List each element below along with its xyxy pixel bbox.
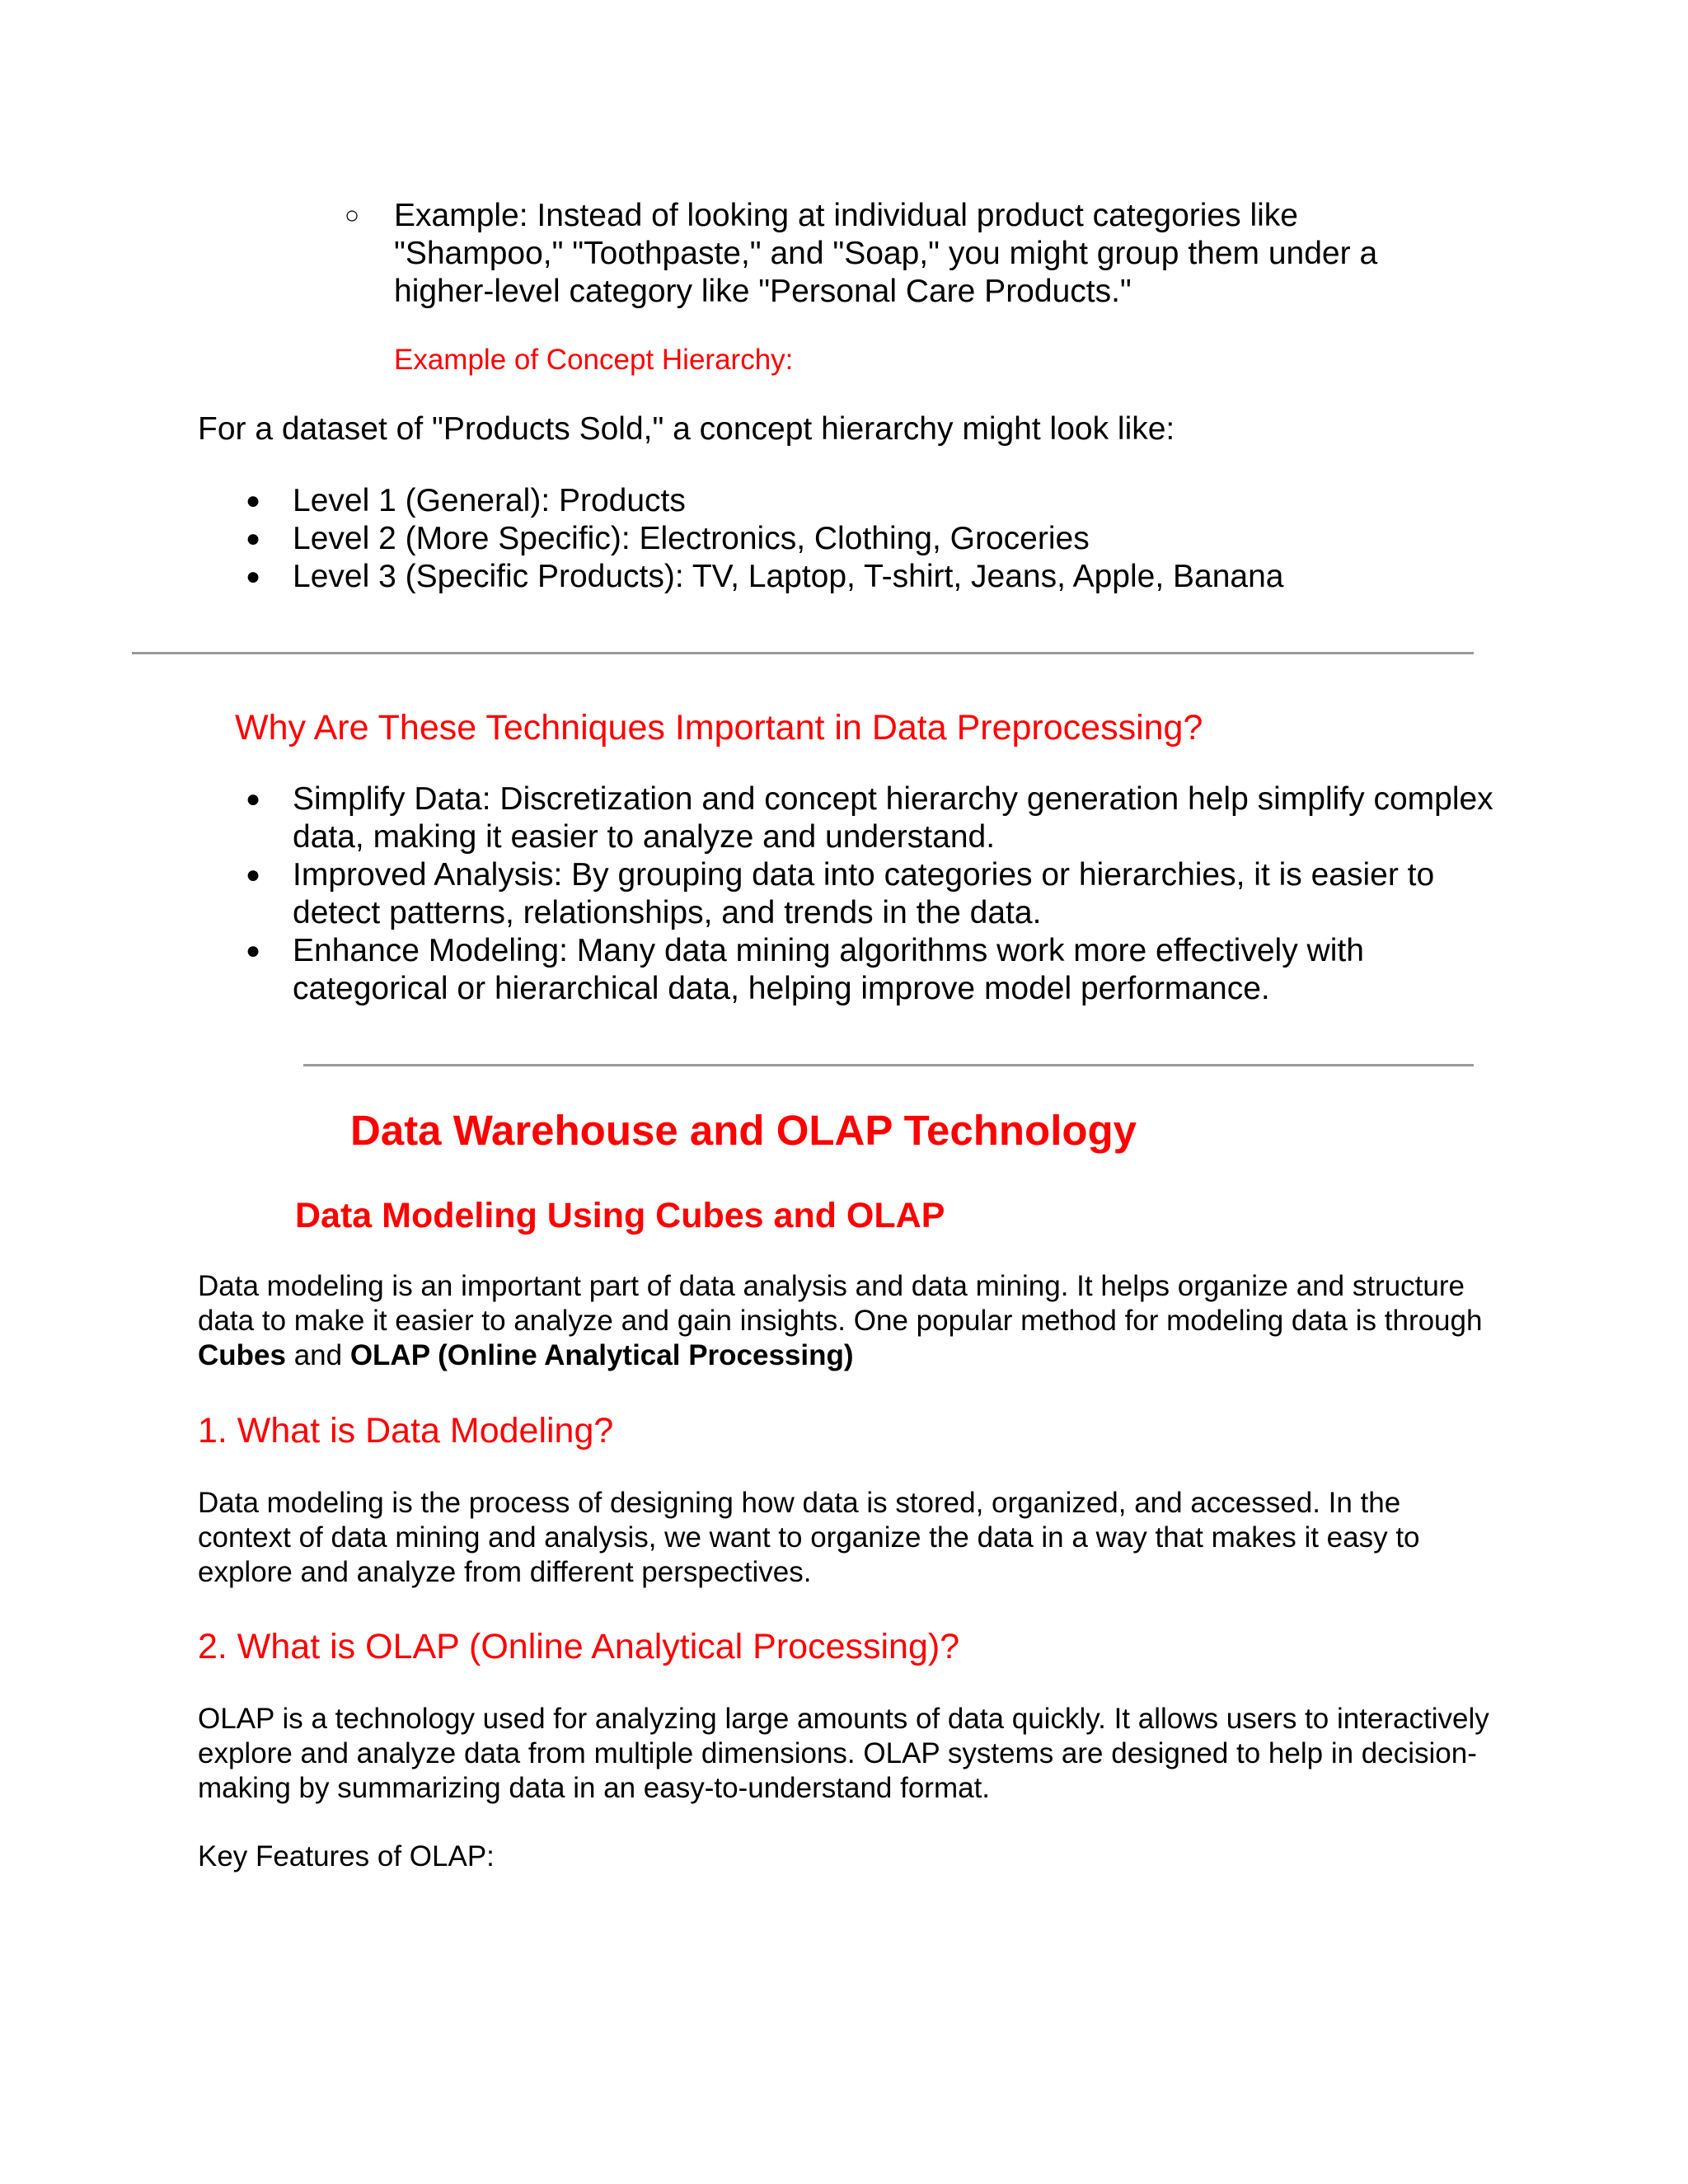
warehouse-intro <box>198 1269 1484 1373</box>
olap-term: OLAP (Online Analytical Processing) <box>349 1339 854 1371</box>
bullet-icon: ● <box>246 563 261 590</box>
hierarchy-item-2: Level 2 (More Specific): Electronics, Clothing, Groceries <box>293 521 1090 556</box>
hierarchy-item-3: Level 3 (Specific Products): TV, Laptop, T-shirt, Jeans, Apple, Banana <box>293 559 1284 594</box>
hierarchy-intro: For a dataset of "Products Sold," a concept hierarchy might look like: <box>198 411 1175 447</box>
why-item-enhance-modeling: Enhance Modeling: Many data mining algorithms work more effectively with categorical or hierarchical data, helping improve model performance. <box>293 933 1364 1006</box>
warehouse-title: Data Warehouse and OLAP Technology <box>350 1107 1137 1154</box>
what-is-olap-text: OLAP is a technology used for analyzing large amounts of data quickly. It allows users to interactively explore and analyze data from multiple dimensions. OLAP systems are designed to help in decision-making by summarizing data in an easy-to-understand format. <box>198 1703 1489 1804</box>
key-features-label: Key Features of OLAP: <box>198 1840 495 1872</box>
why-heading: Why Are These Techniques Important in Data Preprocessing? <box>235 708 1203 748</box>
bullet-icon: ● <box>246 525 261 552</box>
warehouse-intro-text: Data modeling is an important part of data analysis and data mining. It helps organize and structure data to make it easier to analyze and gain insights. One popular method for modeling data is through <box>198 1270 1483 1337</box>
horizontal-divider <box>303 1064 1474 1066</box>
bullet-icon: ● <box>246 937 261 964</box>
example-sub-heading: Example of Concept Hierarchy: <box>394 344 794 376</box>
why-item-simplify: Simplify Data: Discretization and concept hierarchy generation help simplify complex data, making it easier to analyze and understand. <box>293 781 1493 855</box>
horizontal-divider <box>132 652 1474 654</box>
warehouse-subtitle: Data Modeling Using Cubes and OLAP <box>295 1196 945 1235</box>
what-is-olap-heading: 2. What is OLAP (Online Analytical Processing)? <box>198 1627 960 1666</box>
bullet-icon: ● <box>246 487 261 514</box>
example-text: Example: Instead of looking at individual product categories like "Shampoo," "Toothpaste," and "Soap," you might group them under a higher-level category like "Personal Care Products." <box>394 198 1378 309</box>
and-text: and <box>285 1339 350 1371</box>
why-item-improved-analysis: Improved Analysis: By grouping data into categories or hierarchies, it is easier to detect patterns, relationships, and trends in the data. <box>293 857 1435 930</box>
cubes-term: Cubes <box>198 1339 286 1371</box>
bullet-icon: ● <box>246 785 261 813</box>
hollow-circle-bullet-icon: ○ <box>345 202 360 229</box>
what-is-modeling-text: Data modeling is the process of designing how data is stored, organized, and accessed. In the context of data mining and analysis, we want to organize the data in a way that makes it easy to explore and analyze from different perspectives. <box>198 1487 1420 1588</box>
what-is-modeling-heading: 1. What is Data Modeling? <box>198 1411 614 1451</box>
hierarchy-item-1: Level 1 (General): Products <box>293 483 686 518</box>
bullet-icon: ● <box>246 861 261 888</box>
